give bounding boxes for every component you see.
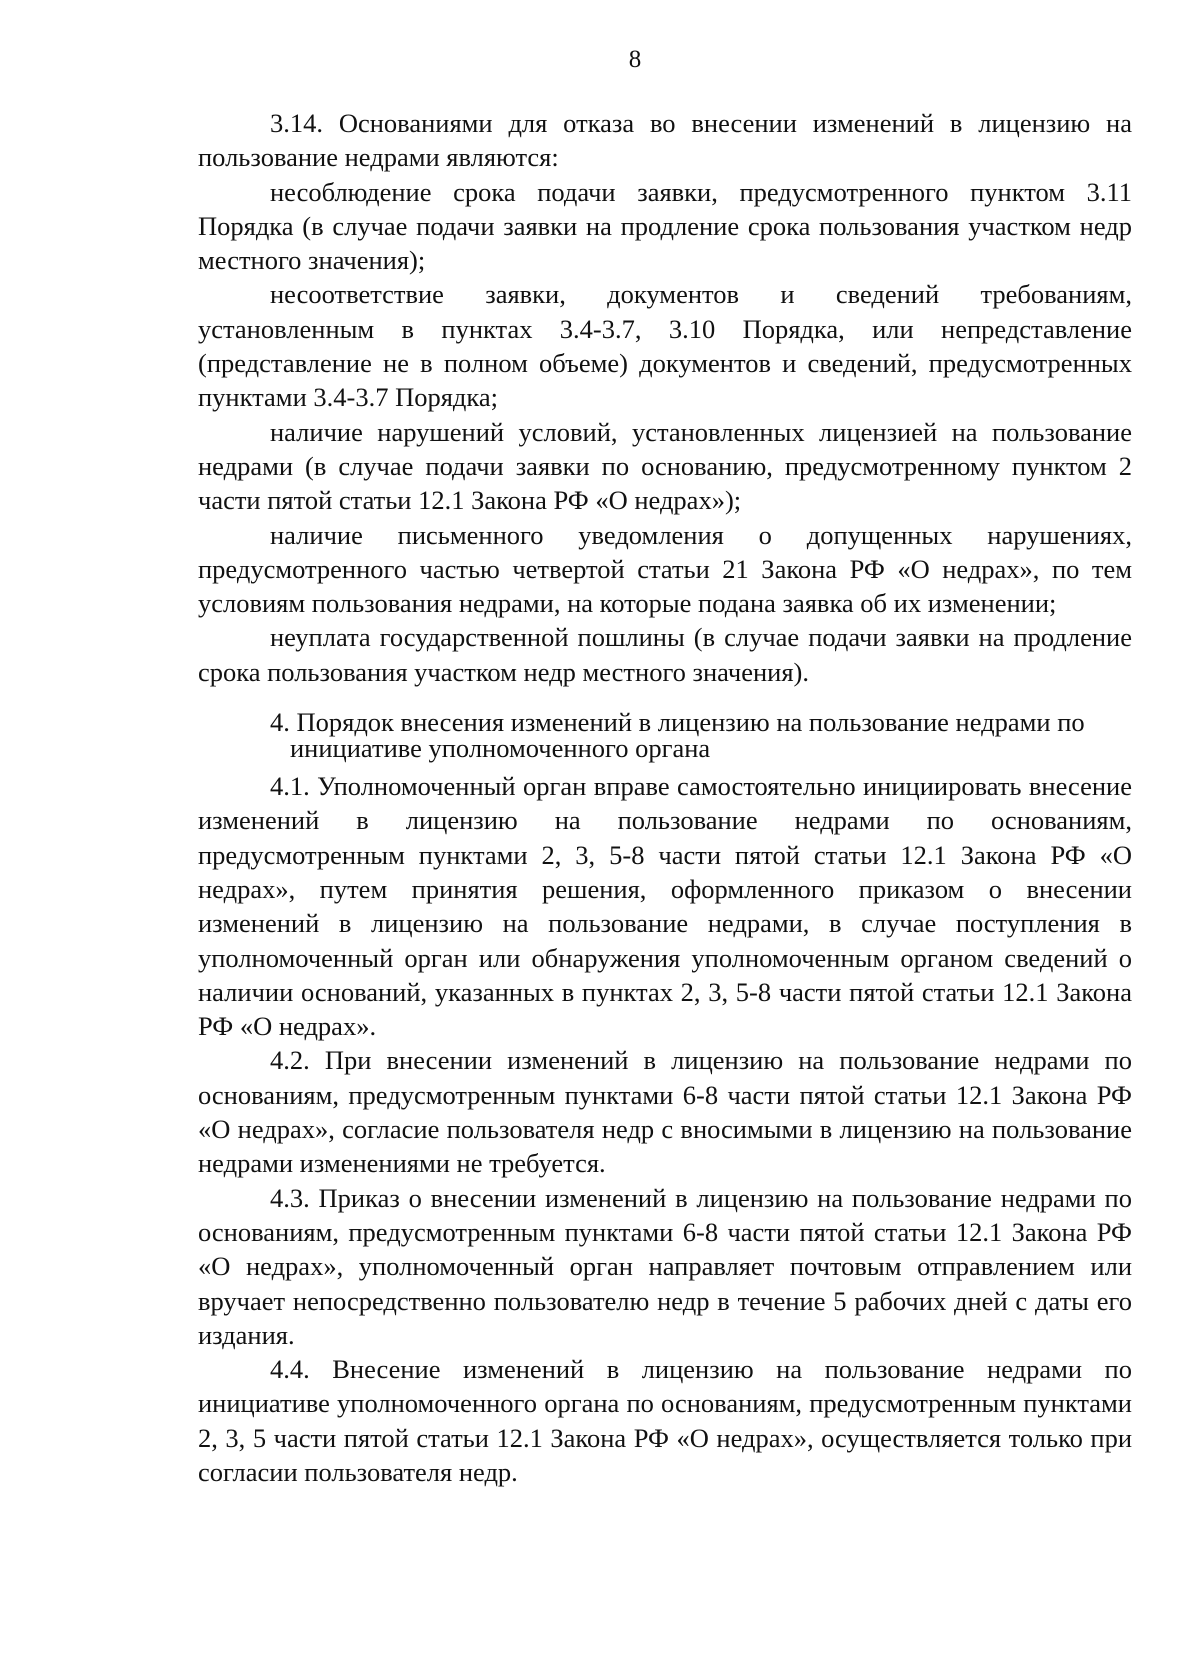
section-4-heading bbox=[270, 707, 1132, 764]
refusal-ground-unpaid-fee: неуплата государственной пошлины (в случае подачи заявки на продление срока пользования участком недр местного значения). bbox=[198, 622, 1132, 687]
paragraph-3-14-intro: 3.14. Основаниями для отказа во внесении изменений в лицензию на пользование недрами являются: bbox=[198, 108, 1132, 173]
page-number: 8 bbox=[628, 46, 642, 73]
section-4-heading-line1: 4. Порядок внесения изменений в лицензию на пользование недрами по bbox=[270, 707, 1085, 738]
document-body bbox=[198, 106, 1132, 1489]
section-4-heading-line2: инициативе уполномоченного органа bbox=[290, 733, 711, 764]
refusal-ground-written-notice: наличие письменного уведомления о допущенных нарушениях, предусмотренного частью четвертой статьи 21 Закона РФ «О недрах», по тем условиям пользования недрами, на которые подана заявка об их изменении; bbox=[198, 519, 1132, 619]
paragraph-4-3: 4.3. Приказ о внесении изменений в лицензию на пользование недрами по основаниям, предусмотренным пунктами 6-8 части пятой статьи 12.1 Закона РФ «О недрах», уполномоченный орган направляет почтовым отправлением или вручает непосредственно пользователю недр в течение 5 рабочих дней с даты его издания. bbox=[198, 1182, 1132, 1350]
paragraph-4-1: 4.1. Уполномоченный орган вправе самостоятельно инициировать внесение изменений в лицензию на пользование недрами по основаниям, предусмотренным пунктами 2, 3, 5-8 части пятой статьи 12.1 Закона РФ «О недрах», путем принятия решения, оформленного приказом о внесении изменений в лицензию на пользование недрами, в случае поступления в уполномоченный орган или обнаружения уполномоченным органом сведений о наличии оснований, указанных в пунктах 2, 3, 5-8 части пятой статьи 12.1 Закона РФ «О недрах». bbox=[198, 771, 1132, 1042]
refusal-ground-deadline: несоблюдение срока подачи заявки, предусмотренного пунктом 3.11 Порядка (в случае подачи заявки на продление срока пользования участком недр местного значения); bbox=[198, 176, 1132, 276]
paragraph-4-4: 4.4. Внесение изменений в лицензию на пользование недрами по инициативе уполномоченного органа по основаниям, предусмотренным пунктами 2, 3, 5 части пятой статьи 12.1 Закона РФ «О недрах», осуществляется только при согласии пользователя недр. bbox=[198, 1354, 1132, 1487]
refusal-ground-noncompliance: несоответствие заявки, документов и сведений требованиям, установленным в пунктах 3.4-3.7, 3.10 Порядка, или непредставление (представление не в полном объеме) документов и сведений, предусмотренных пунктами 3.4-3.7 Порядка; bbox=[198, 279, 1132, 413]
paragraph-4-2: 4.2. При внесении изменений в лицензию на пользование недрами по основаниям, предусмотренным пунктами 6-8 части пятой статьи 12.1 Закона РФ «О недрах», согласие пользователя недр с вносимыми в лицензию на пользование недрами изменениями не требуется. bbox=[198, 1045, 1132, 1179]
refusal-ground-violations: наличие нарушений условий, установленных лицензией на пользование недрами (в случае подачи заявки по основанию, предусмотренному пунктом 2 части пятой статьи 12.1 Закона РФ «О недрах»); bbox=[198, 416, 1132, 516]
